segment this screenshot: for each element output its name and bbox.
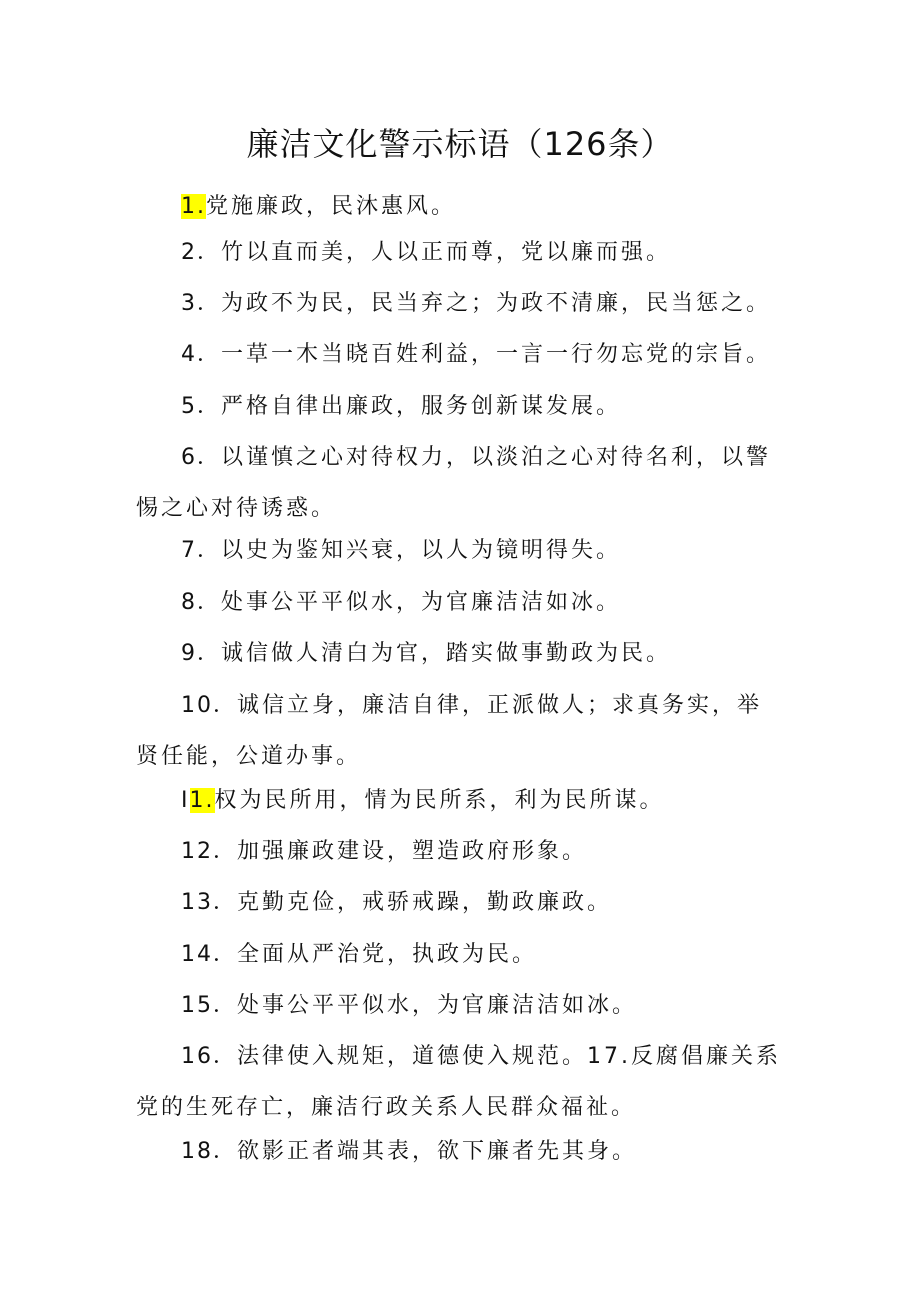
item-number: 1. [181,194,206,219]
item-number: 5． [181,394,221,419]
list-item [136,525,786,576]
list-item [136,980,786,1031]
list-item [136,775,786,826]
item-text: 以史为鉴知兴衰，以人为镜明得失。 [221,538,622,563]
item-number: 15． [181,993,237,1018]
list-item [136,628,786,679]
list-item [136,432,786,534]
item-number-prefix: I [181,788,190,813]
item-number: 6． [181,445,221,470]
item-text: 党施廉政，民沐惠风。 [206,194,457,219]
item-number: 13． [181,890,237,915]
item-number: 16． [181,1044,237,1069]
document-title: 廉洁文化警示标语（126条） [246,125,674,163]
item-number: 9． [181,641,221,666]
item-text: 法律使入规矩，道德使入规范。17.反腐倡廉关系党的生死存亡，廉洁行政关系人民群众福祉。 [136,1044,781,1120]
item-text: 诚信做人清白为官，踏实做事勤政为民。 [221,641,672,666]
item-number: 18． [181,1139,237,1164]
list-item [136,577,786,628]
item-text: 权为民所用，情为民所系，利为民所谋。 [214,788,665,813]
list-item [136,1031,786,1133]
item-text: 处事公平平似水，为官廉洁洁如冰。 [237,993,638,1018]
item-text: 一草一木当晓百姓利益，一言一行勿忘党的宗旨。 [221,342,772,367]
item-number: 2． [181,240,221,265]
list-item [136,181,786,232]
list-item [136,877,786,928]
list-item [136,278,786,329]
list-item [136,329,786,380]
list-item [136,1126,786,1177]
item-text: 克勤克俭，戒骄戒躁，勤政廉政。 [237,890,613,915]
item-text: 诚信立身，廉洁自律，正派做人；求真务实，举贤任能，公道办事。 [136,693,763,769]
list-item [136,929,786,980]
item-text: 欲影正者端其表，欲下廉者先其身。 [237,1139,638,1164]
item-number: 7． [181,538,221,563]
list-item [136,826,786,877]
item-number: 4． [181,342,221,367]
item-text: 为政不为民，民当弃之；为政不清廉，民当惩之。 [221,291,772,316]
item-text: 处事公平平似水，为官廉洁洁如冰。 [221,590,622,615]
item-number: 14． [181,942,237,967]
list-item [136,680,786,782]
item-number: 10． [181,693,237,718]
item-text: 全面从严治党，执政为民。 [237,942,538,967]
item-number: 12． [181,839,237,864]
item-text: 以谨慎之心对待权力，以淡泊之心对待名利，以警惕之心对待诱惑。 [136,445,772,521]
item-number: 1. [189,788,215,813]
list-item [136,381,786,432]
item-text: 加强廉政建设，塑造政府形象。 [237,839,588,864]
item-number: 3． [181,291,221,316]
list-item [136,227,786,278]
item-text: 竹以直而美，人以正而尊，党以廉而强。 [221,240,672,265]
item-number: 8． [181,590,221,615]
item-text: 严格自律出廉政，服务创新谋发展。 [221,394,622,419]
